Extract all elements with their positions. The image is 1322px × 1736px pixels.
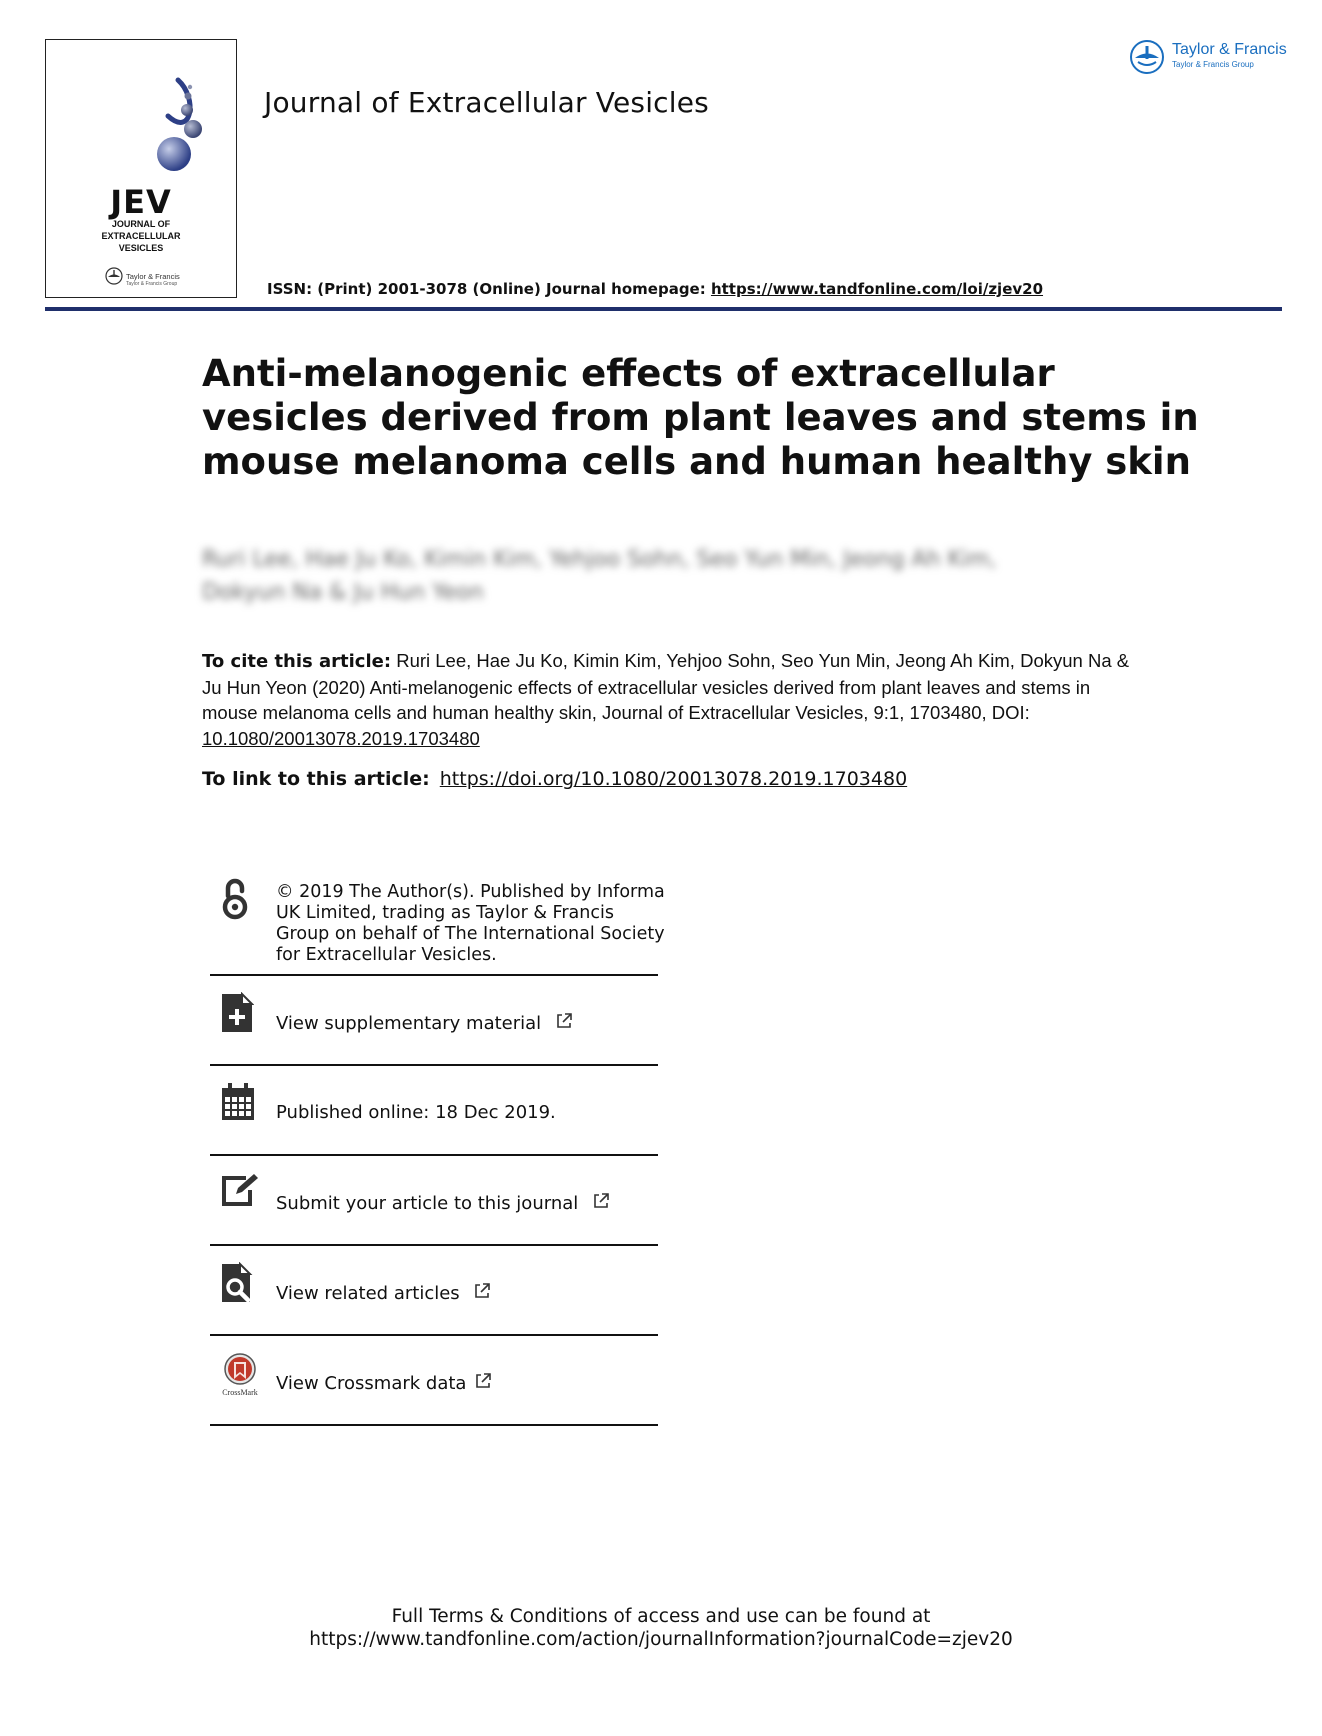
published-row: [210, 1066, 658, 1156]
submit-row[interactable]: [210, 1156, 658, 1246]
related-articles-link[interactable]: View related articles: [276, 1282, 491, 1304]
taylor-francis-icon: [1128, 38, 1166, 76]
citation-doi-link[interactable]: 10.1080/20013078.2019.1703480: [202, 727, 480, 749]
supplementary-row[interactable]: [210, 976, 658, 1066]
open-access-icon: [220, 876, 250, 920]
terms-footer: [0, 1605, 1322, 1651]
calendar-icon: [220, 1082, 256, 1122]
crossmark-link[interactable]: View Crossmark data: [276, 1372, 492, 1394]
license-text: © 2019 The Author(s). Published by Informa UK Limited, trading as Taylor & Francis Group on behalf of The International Society for Extracellular Vesicles.: [276, 882, 665, 965]
article-doi-link[interactable]: https://doi.org/10.1080/20013078.2019.1703480: [439, 768, 908, 790]
external-link-icon: [555, 1012, 573, 1030]
journal-cover: JEV JOURNAL OF EXTRACELLULAR VESICLES Taylor & Francis Taylor & Francis Group: [45, 39, 237, 298]
issn-line: [267, 280, 1043, 298]
citation-text: Ruri Lee, Hae Ju Ko, Kimin Kim, Yehjoo Sohn, Seo Yun Min, Jeong Ah Kim, Dokyun Na & Ju Hun Yeon (2020) Anti-melanogenic effects of extracellular vesicles derived from plant leaves and stems in mouse melanoma cells and human healthy skin, Journal of Extracellular Vesicles, 9:1, 1703480, DOI:: [202, 650, 1130, 723]
license-row: [210, 866, 665, 976]
header-divider: [45, 307, 1282, 311]
journal-homepage-link[interactable]: https://www.tandfonline.com/loi/zjev20: [710, 280, 1044, 298]
cover-abbreviation: JEV: [110, 183, 172, 221]
supplementary-icon: [220, 992, 254, 1034]
external-link-icon: [592, 1192, 610, 1210]
article-link-line: [202, 768, 907, 790]
related-row[interactable]: [210, 1246, 658, 1336]
article-authors: Ruri Lee, Hae Ju Ko, Kimin Kim, Yehjoo Sohn, Seo Yun Min, Jeong Ah Kim, Dokyun Na & Ju Hun Yeon: [202, 547, 997, 605]
crossmark-row[interactable]: [210, 1336, 658, 1426]
footer-terms-link[interactable]: https://www.tandfonline.com/action/journalInformation?journalCode=zjev20: [309, 1629, 1013, 1650]
journal-title: Journal of Extracellular Vesicles: [264, 86, 709, 119]
publisher-icon: [104, 266, 124, 286]
external-link-icon: [474, 1372, 492, 1390]
jev-logo-icon: [46, 40, 236, 180]
submit-article-link[interactable]: Submit your article to this journal: [276, 1192, 610, 1214]
published-date: Published online: 18 Dec 2019.: [276, 1102, 556, 1123]
supplementary-link[interactable]: View supplementary material: [276, 1012, 573, 1034]
publisher-logo: Taylor & Francis Taylor & Francis Group: [1128, 38, 1288, 78]
link-label: To link to this article:: [202, 768, 430, 790]
crossmark-badge-label: CrossMark: [222, 1388, 258, 1397]
citation-label: To cite this article:: [202, 651, 392, 672]
article-info-panel: [210, 866, 665, 1426]
article-title: Anti-melanogenic effects of extracellular vesicles derived from plant leaves and stems in mouse melanoma cells and human healthy skin: [202, 352, 1199, 483]
footer-line1: Full Terms & Conditions of access and use can be found at: [391, 1606, 931, 1627]
issn-text: ISSN: (Print) 2001-3078 (Online) Journal homepage:: [267, 280, 711, 298]
edit-icon: [220, 1172, 260, 1208]
crossmark-icon: [220, 1352, 262, 1398]
search-document-icon: [220, 1262, 256, 1304]
external-link-icon: [473, 1282, 491, 1300]
cover-journal-name: JOURNAL OF EXTRACELLULAR VESICLES: [101, 219, 181, 253]
citation: [202, 648, 1142, 751]
